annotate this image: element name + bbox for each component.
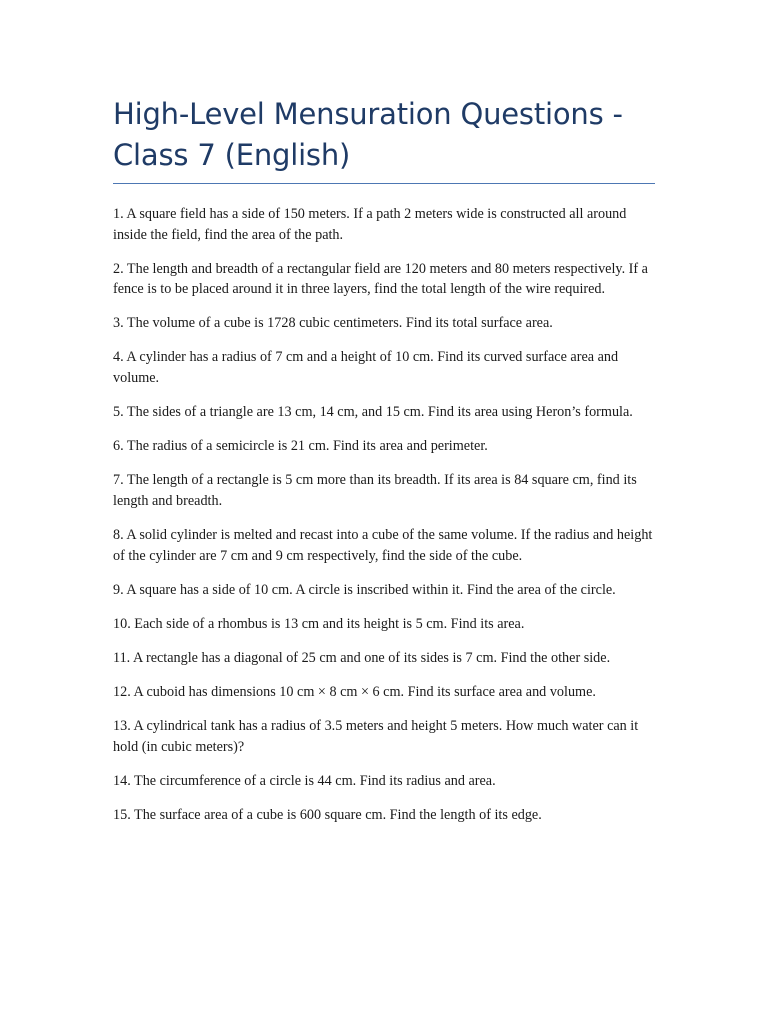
question-item: 14. The circumference of a circle is 44 cm. Find its radius and area. <box>113 772 496 789</box>
question-item: 3. The volume of a cube is 1728 cubic centimeters. Find its total surface area. <box>113 315 553 332</box>
question-item: 5. The sides of a triangle are 13 cm, 14 cm, and 15 cm. Find its area using Heron’s formula. <box>113 404 633 421</box>
question-item: 7. The length of a rectangle is 5 cm more than its breadth. If its area is 84 square cm, find its length and breadth. <box>113 472 637 509</box>
question-item: 11. A rectangle has a diagonal of 25 cm and one of its sides is 7 cm. Find the other side. <box>113 649 611 666</box>
question-item: 6. The radius of a semicircle is 21 cm. Find its area and perimeter. <box>113 438 488 455</box>
question-item: 10. Each side of a rhombus is 13 cm and its height is 5 cm. Find its area. <box>113 615 525 632</box>
question-item: 8. A solid cylinder is melted and recast into a cube of the same volume. If the radius and height of the cylinder are 7 cm and 9 cm respectively, find the side of the cube. <box>113 527 653 564</box>
document-page <box>113 0 655 839</box>
document-title: High-Level Mensuration Questions - Class 7 (English) <box>113 97 623 172</box>
question-item: 1. A square field has a side of 150 meters. If a path 2 meters wide is constructed all around inside the field, find the area of the path. <box>113 206 627 243</box>
question-item: 4. A cylinder has a radius of 7 cm and a height of 10 cm. Find its curved surface area and volume. <box>113 349 619 387</box>
question-list <box>113 204 655 825</box>
question-item: 13. A cylindrical tank has a radius of 3.5 meters and height 5 meters. How much water can it hold (in cubic meters)? <box>113 718 639 755</box>
question-item: 15. The surface area of a cube is 600 square cm. Find the length of its edge. <box>113 806 542 823</box>
question-item: 2. The length and breadth of a rectangular field are 120 meters and 80 meters respectively. If a fence is to be placed around it in three layers, find the total length of the wire required. <box>113 260 648 298</box>
question-item: 9. A square has a side of 10 cm. A circle is inscribed within it. Find the area of the circle. <box>113 581 616 598</box>
title-underline <box>113 183 655 184</box>
question-item: 12. A cuboid has dimensions 10 cm × 8 cm × 6 cm. Find its surface area and volume. <box>113 684 596 700</box>
